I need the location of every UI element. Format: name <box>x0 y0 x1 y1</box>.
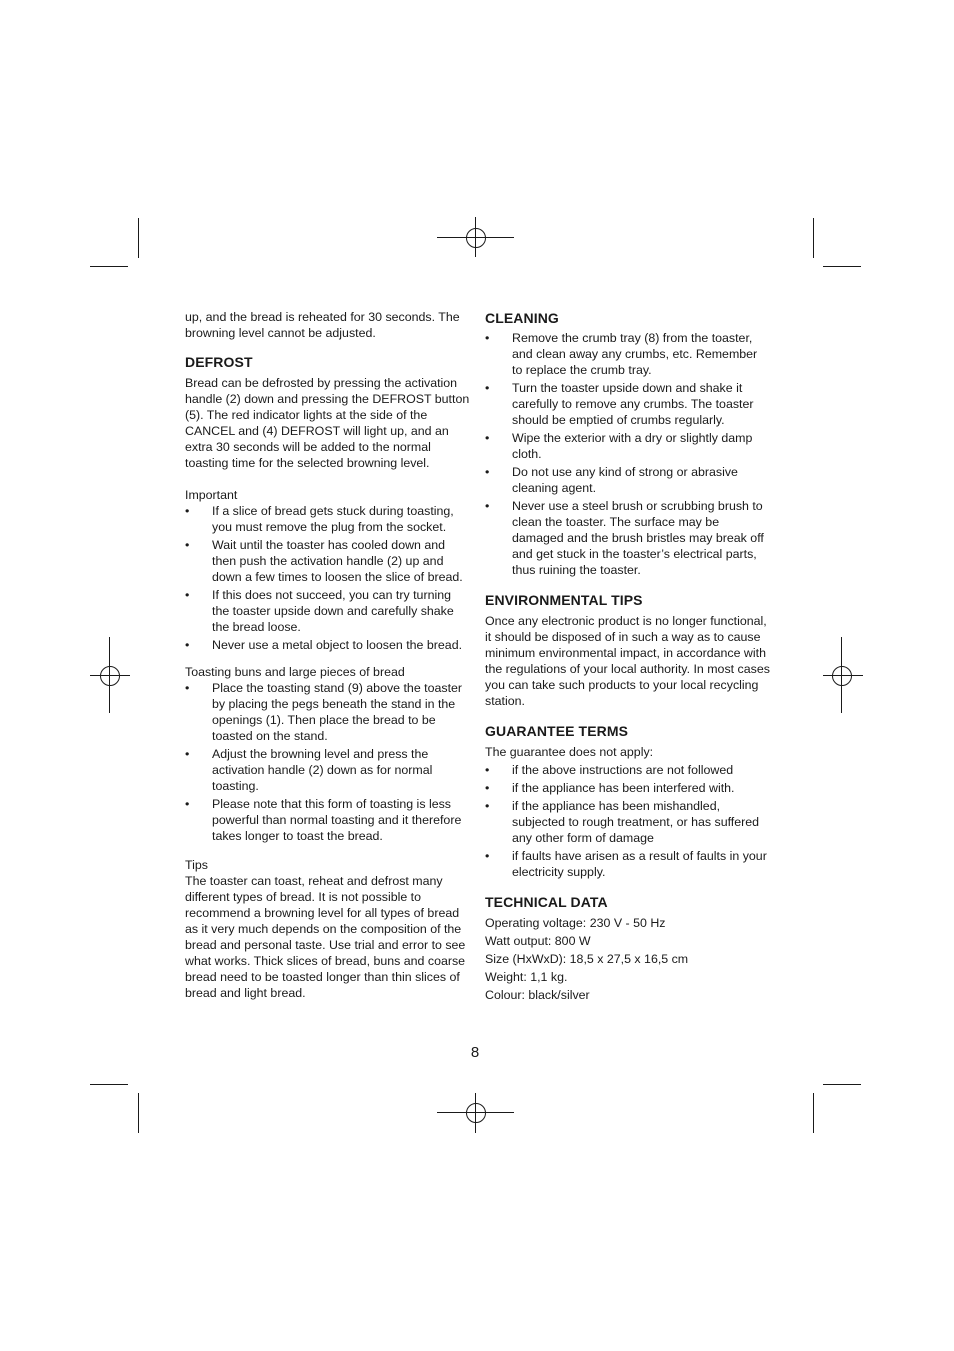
guarantee-heading: GUARANTEE TERMS <box>485 723 629 739</box>
important-heading: Important <box>185 488 238 502</box>
cleaning-list <box>485 330 770 578</box>
list-item: • Turn the toaster upside down and shake it carefully to remove any crumbs. The toaster should be emptied of crumbs regularly. <box>485 381 754 427</box>
technical-line: Operating voltage: 230 V - 50 Hz <box>485 916 666 930</box>
right-column <box>485 309 770 1003</box>
crop-mark <box>138 1093 139 1133</box>
defrost-body: Bread can be defrosted by pressing the activation handle (2) down and pressing the DEFROST button (5). The red indicator lights at the side of the CANCEL and (4) DEFROST will light up, and an extra 30 seconds will be added to the normal toasting time for the selected browning level. <box>185 376 470 470</box>
buns-section <box>185 664 470 844</box>
important-list <box>185 503 470 653</box>
list-item: • Never use a metal object to loosen the bread. <box>185 638 463 652</box>
list-item: • if the above instructions are not followed <box>485 763 734 777</box>
environmental-section <box>485 591 770 709</box>
guarantee-list <box>485 762 770 880</box>
page-number: 8 <box>470 1044 480 1061</box>
crop-mark <box>813 218 814 258</box>
cleaning-heading: CLEANING <box>485 310 559 326</box>
tips-heading: Tips <box>185 858 208 872</box>
list-item: • If this does not succeed, you can try turning the toaster upside down and carefully shake the bread loose. <box>185 588 454 634</box>
buns-heading: Toasting buns and large pieces of bread <box>185 665 405 679</box>
list-item: • if the appliance has been mishandled, subjected to rough treatment, or has suffered any other form of damage <box>485 799 760 845</box>
technical-line: Watt output: 800 W <box>485 934 591 948</box>
technical-lines <box>485 915 770 1003</box>
list-item: • Wipe the exterior with a dry or slightly damp cloth. <box>485 431 753 461</box>
list-item: • if the appliance has been interfered with. <box>485 781 735 795</box>
crop-mark <box>138 218 139 258</box>
crop-mark <box>823 266 861 267</box>
tips-body: The toaster can toast, reheat and defrost many different types of bread. It is not possible to recommend a browning level for all types of bread as it very much depends on the composition of the bread and personal taste. Use trial and error to see what works. Thick slices of bread, buns and coarse bread need to be toasted longer than thin slices of bread and light bread. <box>185 874 466 1000</box>
guarantee-section <box>485 722 770 880</box>
defrost-heading: DEFROST <box>185 354 253 370</box>
list-item: • Adjust the browning level and press the activation handle (2) down as for normal toasting. <box>185 747 433 793</box>
list-item: • Place the toasting stand (9) above the toaster by placing the pegs beneath the stand in the openings (1). Then place the bread to be toasted on the stand. <box>185 681 463 743</box>
cleaning-section <box>485 309 770 578</box>
technical-line: Colour: black/silver <box>485 988 590 1002</box>
list-item: • If a slice of bread gets stuck during toasting, you must remove the plug from the socket. <box>185 504 454 534</box>
list-item: • Wait until the toaster has cooled down and then push the activation handle (2) up and down a few times to loosen the slice of bread. <box>185 538 463 584</box>
list-item: • if faults have arisen as a result of faults in your electricity supply. <box>485 849 767 879</box>
left-column <box>185 309 470 1001</box>
crop-mark <box>813 1093 814 1133</box>
technical-heading: TECHNICAL DATA <box>485 894 608 910</box>
important-section <box>185 487 470 653</box>
crop-mark <box>823 1084 861 1085</box>
technical-section <box>485 893 770 1003</box>
guarantee-intro: The guarantee does not apply: <box>485 745 654 759</box>
defrost-section <box>185 353 470 471</box>
buns-list <box>185 680 470 844</box>
list-item: • Please note that this form of toasting is less powerful than normal toasting and it therefore takes longer to toast the bread. <box>185 797 462 843</box>
environmental-heading: ENVIRONMENTAL TIPS <box>485 592 643 608</box>
list-item: • Remove the crumb tray (8) from the toaster, and clean away any crumbs, etc. Remember to replace the crumb tray. <box>485 331 758 377</box>
environmental-body: Once any electronic product is no longer functional, it should be disposed of in such a way as to cause minimum environmental impact, in accordance with the regulations of your local authority. In most cases you can take such products to your local recycling station. <box>485 614 770 708</box>
technical-line: Size (HxWxD): 18,5 x 27,5 x 16,5 cm <box>485 952 689 966</box>
tips-section <box>185 857 470 1001</box>
technical-line: Weight: 1,1 kg. <box>485 970 568 984</box>
intro-paragraph: up, and the bread is reheated for 30 seconds. The browning level cannot be adjusted. <box>185 310 460 340</box>
crop-mark <box>90 266 128 267</box>
list-item: • Do not use any kind of strong or abrasive cleaning agent. <box>485 465 738 495</box>
list-item: • Never use a steel brush or scrubbing brush to clean the toaster. The surface may be damaged and the brush bristles may break off and get stuck in the toaster’s electrical parts, thus ruining the toaster. <box>485 499 764 577</box>
crop-mark <box>90 1084 128 1085</box>
